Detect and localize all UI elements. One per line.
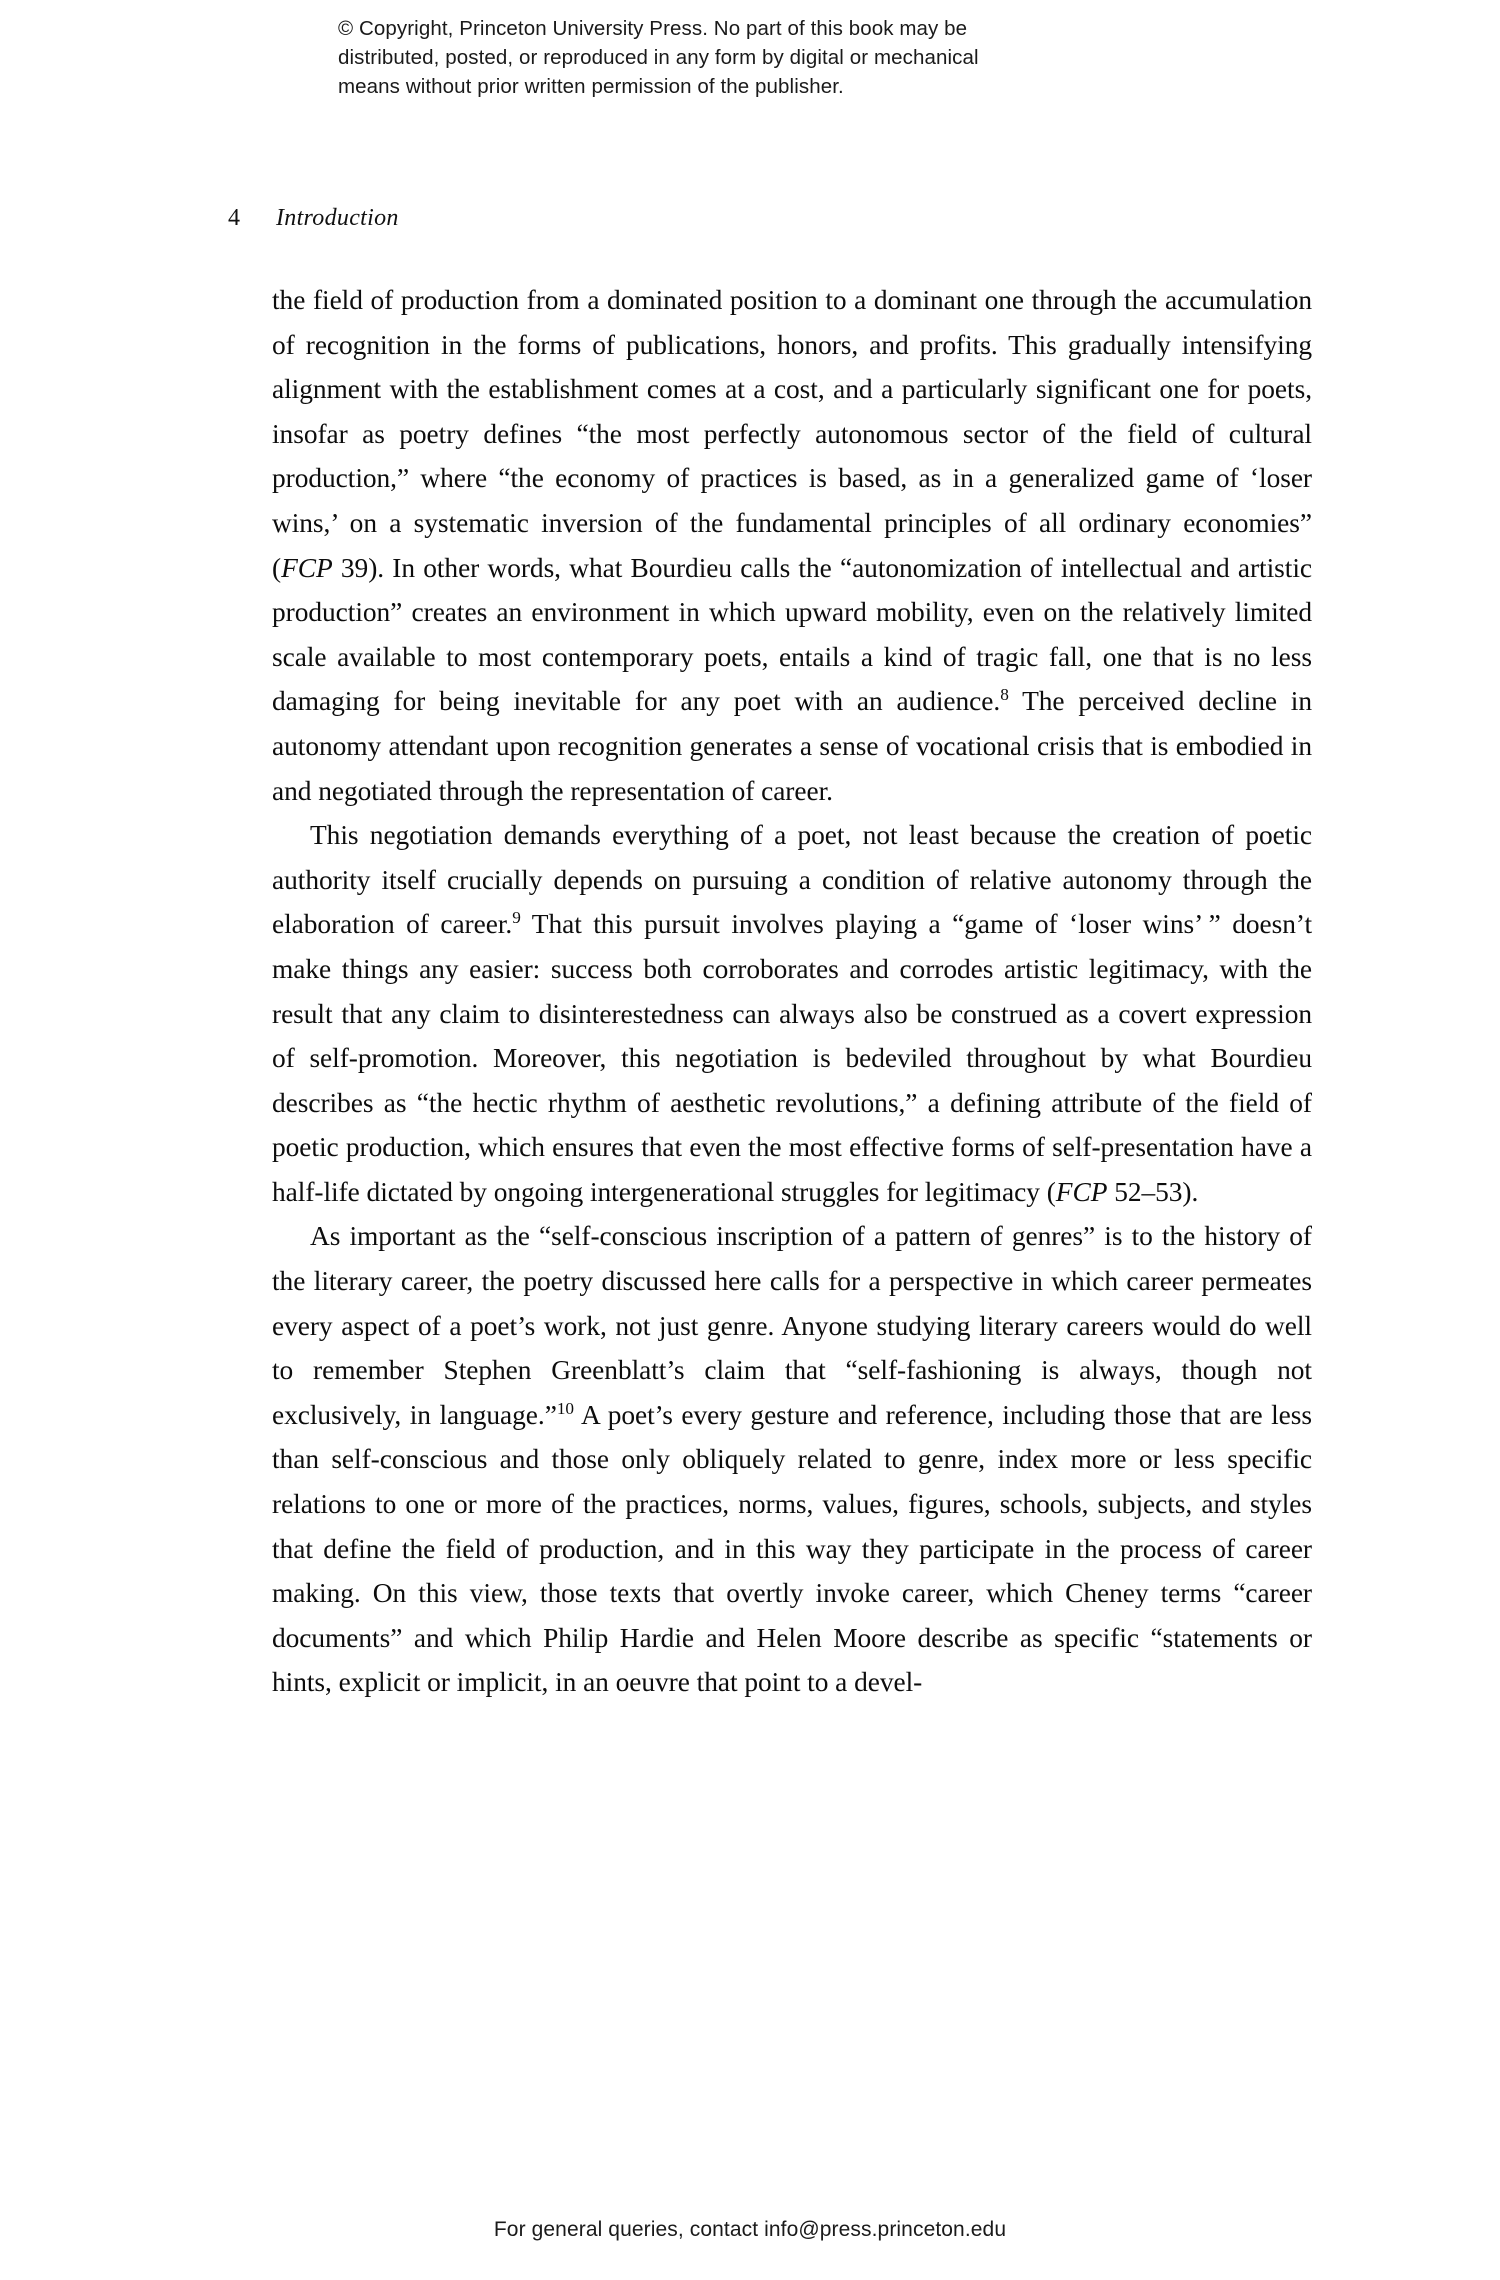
copyright-line-1: © Copyright, Princeton University Press. No part of this book may be — [338, 17, 968, 40]
paragraph-2 — [272, 813, 1312, 1214]
copyright-notice — [338, 14, 1058, 101]
paragraph-2-part-1: This negotiation demands everything of a poet, not least because the creation of poetic authority itself crucially depends on pursuing a condition of relative autonomy through the elaboration of career. — [272, 820, 1312, 940]
running-head — [228, 203, 1128, 233]
paragraph-1-part-1: the field of production from a dominated position to a dominant one through the accumulation of recognition in the forms of publications, honors, and profits. This gradually intensifying alignment with the establishment comes at a cost, and a particularly significant one for poets, insofar as poetry defines “the most perfectly autonomous sector of the field of cultural production,” where “the economy of practices is based, as in a generalized game of ‘loser wins,’ on a systematic inversion of the fundamental principles of all ordinary economies” ( — [272, 285, 1312, 583]
paragraph-2-part-2: That this pursuit involves playing a “game of ‘loser wins’ ” doesn’t make things any easier: success both corroborates and corrodes artistic legitimacy, with the result that any claim to disinterestedness can always also be construed as a covert expression of self-promotion. Moreover, this negotiation is bedeviled throughout by what Bourdieu describes as “the hectic rhythm of aesthetic revolutions,” a defining attribute of the field of poetic production, which ensures that even the most effective forms of self-presentation have a half-life dictated by ongoing intergenerational struggles for legitimacy ( — [272, 909, 1312, 1207]
running-head-title: Introduction — [276, 205, 399, 231]
paragraph-3-part-1: As important as the “self-conscious inscription of a pattern of genres” is to the history of the literary career, the poetry discussed here calls for a perspective in which career permeates every aspect of a poet’s work, not just genre. Anyone studying literary careers would do well to remember Stephen Greenblatt’s claim that “self-fashioning is always, though not exclusively, in language.” — [272, 1221, 1312, 1430]
paragraph-1-citation: FCP — [281, 552, 333, 583]
paragraph-2-part-3: 52–53). — [1107, 1176, 1199, 1207]
footnote-marker-8: 8 — [1000, 685, 1009, 705]
footnote-marker-10: 10 — [556, 1398, 574, 1418]
copyright-line-2: distributed, posted, or reproduced in any form by digital or mechanical — [338, 46, 979, 69]
footnote-marker-9: 9 — [512, 908, 521, 928]
paragraph-3-part-2: A poet’s every gesture and reference, including those that are less than self-conscious and those only obliquely related to genre, index more or less specific relations to one or more of the practices, norms, values, figures, schools, subjects, and styles that define the field of production, and in this way they participate in the process of career making. On this view, those texts that overtly invoke career, which Cheney terms “career documents” and which Philip Hardie and Helen Moore describe as specific “statements or hints, explicit or implicit, in an oeuvre that point to a devel- — [272, 1399, 1312, 1698]
copyright-line-3: means without prior written permission of the publisher. — [338, 75, 844, 98]
paragraph-1 — [272, 278, 1312, 813]
paragraph-1-part-2: 39). In other words, what Bourdieu calls the “autonomization of intellectual and artistic production” creates an environment in which upward mobility, even on the relatively limited scale available to most contemporary poets, entails a kind of tragic fall, one that is no less damaging for being inevitable for any poet with an audience. — [272, 552, 1312, 717]
paragraph-2-citation: FCP — [1055, 1176, 1108, 1207]
footer-contact-note: For general queries, contact info@press.princeton.edu — [493, 2218, 1007, 2241]
paragraph-1-part-3: The perceived decline in autonomy attendant upon recognition generates a sense of vocational crisis that is embodied in and negotiated through the representation of career. — [272, 686, 1312, 806]
page-number: 4 — [228, 205, 240, 231]
body-text-block — [272, 278, 1312, 1705]
paragraph-3 — [272, 1214, 1312, 1705]
